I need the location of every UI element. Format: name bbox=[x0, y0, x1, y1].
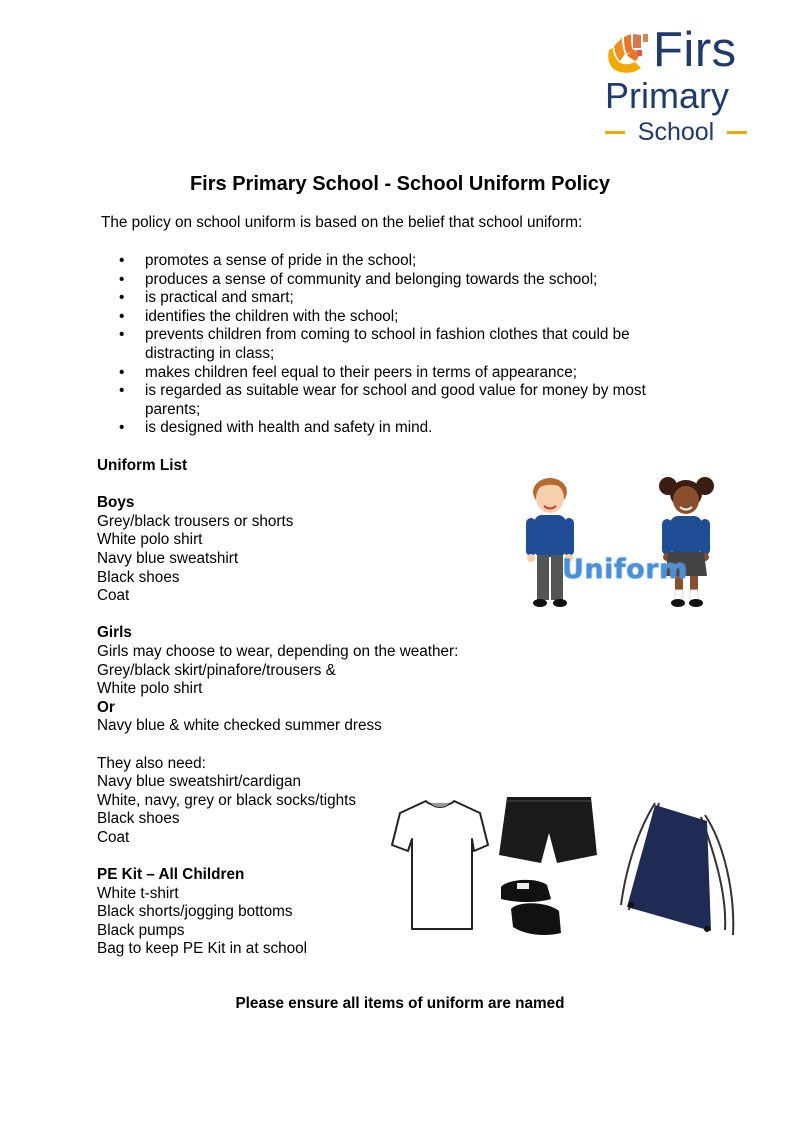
also-need-item: White, navy, grey or black socks/tights bbox=[97, 791, 357, 809]
boy-and-girl-icon bbox=[520, 470, 720, 615]
boys-item: Coat bbox=[97, 587, 130, 605]
girls-heading: Girls bbox=[97, 624, 132, 642]
list-item bbox=[98, 326, 698, 363]
girls-item: Navy blue & white checked summer dress bbox=[97, 717, 382, 735]
uniform-caption: Uniform bbox=[562, 554, 688, 585]
list-item bbox=[98, 419, 698, 438]
pe-kit-item: Black shorts/jogging bottoms bbox=[97, 903, 293, 921]
black-pumps-image bbox=[497, 875, 567, 940]
logo-dash-left bbox=[605, 131, 625, 134]
boys-item: Grey/black trousers or shorts bbox=[97, 512, 294, 530]
list-item-text: prevents children from coming to school in fashion clothes that could be bbox=[145, 326, 630, 344]
black-shorts-image bbox=[497, 793, 599, 868]
pe-kit-item: White t-shirt bbox=[97, 884, 179, 902]
shorts-icon bbox=[497, 793, 599, 868]
list-item-text: makes children feel equal to their peers in terms of appearance; bbox=[145, 363, 577, 381]
pe-kit-item: Bag to keep PE Kit in at school bbox=[97, 940, 308, 958]
tshirt-icon bbox=[390, 795, 490, 935]
boys-heading: Boys bbox=[97, 494, 135, 512]
girls-item: White polo shirt bbox=[97, 680, 203, 698]
list-item bbox=[98, 252, 698, 271]
logo-text-firs: Firs bbox=[653, 23, 737, 77]
bullet-icon: • bbox=[119, 270, 125, 288]
bullet-icon: • bbox=[119, 326, 125, 344]
list-item-text: parents; bbox=[145, 400, 201, 418]
bullet-icon: • bbox=[119, 382, 125, 400]
leaf-emblem-icon bbox=[605, 32, 649, 74]
girls-or-label: Or bbox=[97, 698, 115, 716]
girls-item: Grey/black skirt/pinafore/trousers & bbox=[97, 661, 336, 679]
bullet-icon: • bbox=[119, 252, 125, 269]
school-logo bbox=[605, 23, 750, 148]
bullet-icon: • bbox=[119, 307, 125, 325]
bullet-icon: • bbox=[119, 419, 125, 437]
boys-item: White polo shirt bbox=[97, 531, 203, 549]
also-need-item: Coat bbox=[97, 828, 130, 846]
also-need-item: Navy blue sweatshirt/cardigan bbox=[97, 773, 302, 791]
pumps-icon bbox=[497, 875, 567, 940]
list-item bbox=[98, 289, 698, 308]
list-item-text: is designed with health and safety in mind. bbox=[145, 419, 433, 437]
list-item-text: identifies the children with the school; bbox=[145, 307, 399, 325]
pe-kit-heading: PE Kit – All Children bbox=[97, 866, 245, 884]
list-item bbox=[98, 364, 698, 383]
logo-dash-right bbox=[727, 131, 747, 134]
logo-school-row bbox=[605, 118, 747, 146]
list-item-text: promotes a sense of pride in the school; bbox=[145, 252, 417, 269]
boys-item: Navy blue sweatshirt bbox=[97, 549, 239, 567]
also-need-item: Black shoes bbox=[97, 810, 180, 828]
list-item bbox=[98, 271, 698, 290]
also-need-label: They also need: bbox=[97, 754, 206, 772]
logo-text-school: School bbox=[637, 118, 715, 146]
intro-paragraph: The policy on school uniform is based on the belief that school uniform: bbox=[101, 214, 583, 231]
pe-bag-image bbox=[615, 795, 740, 945]
drawstring-bag-icon bbox=[615, 795, 740, 945]
footer-note: Please ensure all items of uniform are named bbox=[235, 995, 565, 1012]
uniform-kids-illustration bbox=[520, 470, 720, 615]
list-item-text: produces a sense of community and belonging towards the school; bbox=[145, 270, 598, 288]
girls-intro: Girls may choose to wear, depending on the weather: bbox=[97, 642, 459, 660]
list-item-text: is practical and smart; bbox=[145, 289, 294, 307]
pe-kit-item: Black pumps bbox=[97, 921, 185, 939]
beliefs-list bbox=[98, 252, 698, 438]
bullet-icon: • bbox=[119, 363, 125, 381]
bullet-icon: • bbox=[119, 289, 125, 307]
page-title: Firs Primary School - School Uniform Policy bbox=[189, 173, 611, 195]
logo-text-primary: Primary bbox=[605, 75, 729, 116]
list-item-text: distracting in class; bbox=[145, 344, 275, 362]
list-item bbox=[98, 382, 698, 419]
boys-item: Black shoes bbox=[97, 568, 180, 586]
list-item bbox=[98, 308, 698, 327]
tshirt-image bbox=[390, 795, 490, 935]
uniform-list-heading: Uniform List bbox=[97, 457, 188, 474]
list-item-text: is regarded as suitable wear for school and good value for money by most bbox=[145, 382, 646, 400]
